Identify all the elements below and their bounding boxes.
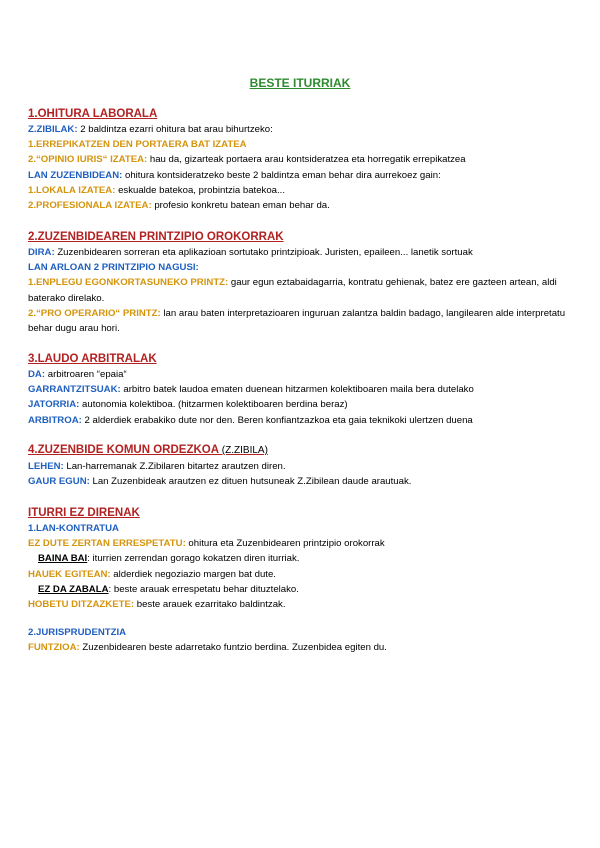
body-text: Lan Zuzenbideak arautzen ez dituen hutsuneak Z.Zibilean daude arautuak. xyxy=(89,476,412,488)
keyword: 1.ERREPIKATZEN DEN PORTAERA BAT IZATEA xyxy=(28,139,247,151)
text-line xyxy=(28,551,576,566)
keyword: GAUR EGUN: xyxy=(28,476,90,488)
text-line xyxy=(28,567,576,582)
keyword: 2.“OPINIO IURIS“ IZATEA: xyxy=(28,154,148,166)
text-line xyxy=(28,640,576,655)
body-text: Lan-harremanak Z.Zibilaren bitartez arautzen diren. xyxy=(63,461,286,472)
text-line xyxy=(28,183,576,198)
keyword: FUNTZIOA: xyxy=(28,642,80,654)
keyword: DA: xyxy=(28,369,46,380)
section-iturri-ez-direnak xyxy=(28,505,576,656)
text-line xyxy=(28,198,576,213)
text-line xyxy=(28,275,576,305)
body-text: arbitroaren “epaia“ xyxy=(45,369,127,380)
section-printzipio-orokorrak xyxy=(28,229,576,336)
body-text: ohitura eta Zuzenbidearen printzipio orokorrak xyxy=(185,538,385,550)
body-text: profesio konkretu batean eman behar da. xyxy=(151,200,330,212)
section-heading: ITURRI EZ DIRENAK xyxy=(28,507,140,519)
keyword: ARBITROA: xyxy=(28,414,82,426)
section-zuzenbide-komun xyxy=(28,442,576,489)
text-line xyxy=(28,367,576,382)
keyword: DIRA: xyxy=(28,247,55,258)
keyword: BAINA BAI xyxy=(38,553,88,565)
body-text: : beste arauak errespetatu behar dituztelako. xyxy=(108,583,299,595)
keyword: JATORRIA: xyxy=(28,399,80,411)
body-text: 2 baldintza ezarri ohitura bat arau bihurtzeko: xyxy=(77,124,273,135)
text-line xyxy=(28,137,576,152)
text-line xyxy=(28,413,576,428)
section-heading: 2.ZUZENBIDEAREN PRINTZIPIO OROKORRAK xyxy=(28,231,284,243)
section-laudo-arbitralak xyxy=(28,351,576,428)
text-line xyxy=(28,474,576,489)
section-heading xyxy=(28,442,576,459)
section-heading: 3.LAUDO ARBITRALAK xyxy=(28,353,157,365)
keyword: EZ DA ZABALA xyxy=(38,583,109,595)
keyword: 2.PROFESIONALA IZATEA: xyxy=(28,200,152,212)
body-text: hau da, gizarteak portaera arau kontsideratzea eta horregatik errepikatzea xyxy=(147,154,466,166)
body-text: 2 alderdiek erabakiko dute nor den. Beren konfiantzazkoa eta gaia teknikoki ulertzen duena xyxy=(81,414,473,426)
text-line xyxy=(28,245,576,260)
section-ohitura-laborala xyxy=(28,106,576,213)
body-text: arbitro batek laudoa ematen duenean hitzarmen kolektiboaren maila bera dutelako xyxy=(120,384,474,396)
body-text: gaur egun eztabaidagarria, kontratu gehienak, batez ere gazteen artean, aldi baterako direlako. xyxy=(28,277,557,304)
body-text: beste arauek ezarritako baldintzak. xyxy=(134,599,286,611)
keyword: EZ DUTE ZERTAN ERRESPETATU: xyxy=(28,538,186,550)
section-heading-text: 4.ZUZENBIDE KOMUN ORDEZKOA xyxy=(28,444,220,456)
spacer xyxy=(28,612,576,625)
keyword: LEHEN: xyxy=(28,461,64,472)
text-line xyxy=(28,582,576,597)
keyword: 1.ENPLEGU EGONKORTASUNEKO PRINTZ: xyxy=(28,277,229,289)
body-text: alderdiek negoziazio margen bat dute. xyxy=(110,568,276,580)
text-line xyxy=(28,597,576,612)
text-line xyxy=(28,122,576,137)
section-heading-note: (Z.ZIBILA) xyxy=(219,445,268,456)
keyword: 2.“PRO OPERARIO“ PRINTZ: xyxy=(28,307,161,319)
body-text: autonomia kolektiboa. (hitzarmen kolektiboaren berdina beraz) xyxy=(79,399,348,411)
text-line xyxy=(28,260,576,275)
text-line xyxy=(28,152,576,167)
body-text: : iturrien zerrendan gorago kokatzen diren iturriak. xyxy=(87,553,300,565)
text-line xyxy=(28,306,576,336)
keyword: LAN ZUZENBIDEAN: xyxy=(28,169,123,181)
body-text: Zuzenbidearen sorreran eta aplikazioan sortutako printzipioak. Juristen, epaileen... lanetik sortuak xyxy=(54,247,473,258)
keyword: LAN ARLOAN 2 PRINTZIPIO NAGUSI: xyxy=(28,262,199,274)
section-heading: 1.OHITURA LABORALA xyxy=(28,108,158,120)
body-text: Zuzenbidearen beste adarretako funtzio berdina. Zuzenbidea egiten du. xyxy=(79,642,387,654)
keyword: GARRANTZITSUAK: xyxy=(28,384,121,396)
text-line xyxy=(28,168,576,183)
body-text: ohitura kontsideratzeko beste 2 baldintza eman behar dira aurrekoez gain: xyxy=(122,169,441,181)
subheading: 1.LAN-KONTRATUA xyxy=(28,523,119,534)
text-line xyxy=(28,382,576,397)
text-line xyxy=(28,536,576,551)
text-line xyxy=(28,459,576,474)
keyword: HAUEK EGITEAN: xyxy=(28,568,111,580)
body-text: eskualde batekoa, probintzia batekoa... xyxy=(115,184,286,196)
page-title: BESTE ITURRIAK xyxy=(249,76,351,90)
keyword: HOBETU DITZAZKETE: xyxy=(28,599,135,611)
text-line xyxy=(28,397,576,412)
subheading: 2.JURISPRUDENTZIA xyxy=(28,627,127,639)
body-text: lan arau baten interpretazioaren inguruan zalantza baldin badago, langilearen alde interpretatu behar dugu arau hori. xyxy=(28,307,566,335)
keyword: 1.LOKALA IZATEA: xyxy=(28,184,116,196)
keyword: Z.ZIBILAK: xyxy=(28,124,78,135)
